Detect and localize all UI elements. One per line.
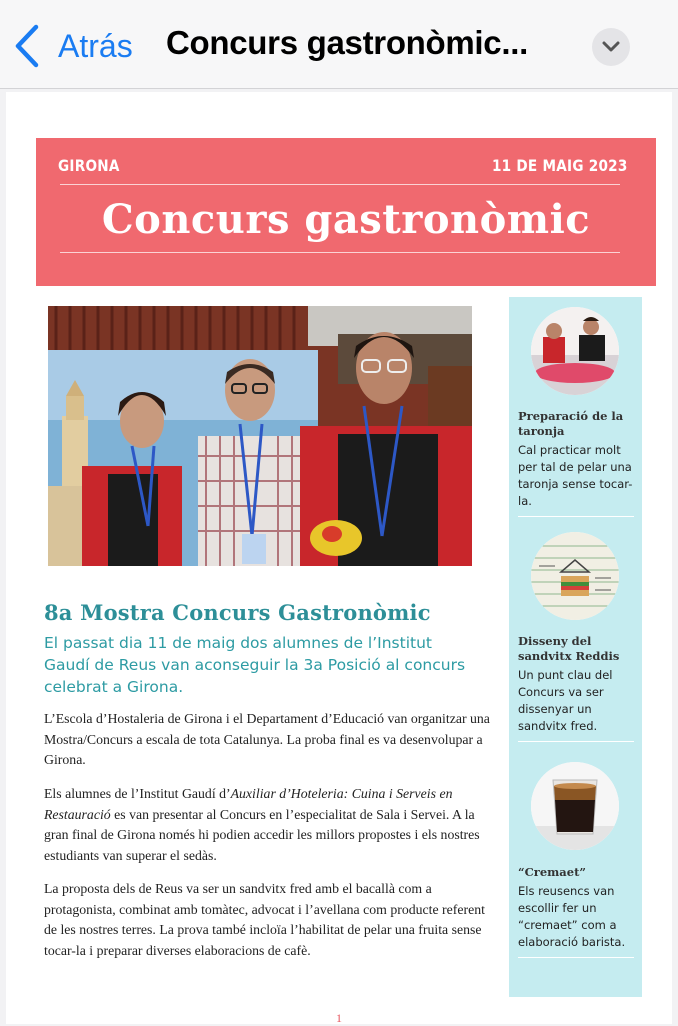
back-button[interactable] [14,20,133,72]
course-name: Auxiliar d’Hoteleria: Cuina i Serveis en Restauració [44,786,453,822]
sidebar-item-text: Un punt clau del Concurs va ser dissenyar un sandvitx fred. [518,668,613,733]
sidebar-item-text: Cal practicar molt per tal de pelar una taronja sense tocar-la. [518,443,633,508]
article-paragraph [44,784,496,866]
document-page[interactable] [6,92,672,1024]
orange-peeling-photo [531,307,619,395]
article-paragraph: L’Escola d’Hostaleria de Girona i el Departament d’Educació van organitzar una Mostra/Concurs a escala de tota Catalunya. La proba final es va desenvolupar a Girona. [44,711,490,767]
banner-city: GIRONA [58,156,120,175]
banner-headline: Concurs gastronòmic [101,196,591,243]
article-photo [48,306,472,566]
banner-divider [60,252,620,253]
header-banner [36,138,656,286]
navigation-bar [0,0,678,89]
paragraph-text: es van presentar al Concurs en l’especialitat de Sala i Servei. A la gran final de Girona només hi podien accedir les millors propostes i els nostres estudiants van superar el sedàs. [44,806,480,863]
banner-date: 11 DE MAIG 2023 [492,156,628,175]
article-lead: El passat dia 11 de maig dos alumnes de l’Institut Gaudí de Reus van aconseguir la 3a Posició al concurs celebrat a Girona. [44,634,466,696]
chevron-down-icon [602,41,620,53]
sidebar [509,297,642,997]
banner-divider [60,184,620,185]
article-paragraph: La proposta dels de Reus va ser un sandvitx fred amb el bacallà com a protagonista, combinat amb tomàtec, advocat i l’avellana com producte referent de les nostres terres. La prova també incloïa l’habilitat de pelar una fruita sense tocar-la i preparar diverses elaboracions de cafè. [44,881,485,958]
sandwich-design-photo [531,532,619,620]
document-title: Concurs gastronòmic... [166,24,528,61]
sidebar-divider [518,516,634,517]
back-label: Atrás [58,27,133,64]
article-title: 8a Mostra Concurs Gastronòmic [44,600,431,625]
sidebar-item-title: “Cremaet” [518,865,587,879]
sidebar-divider [518,957,634,958]
sidebar-divider [518,741,634,742]
title-menu-button[interactable] [592,28,630,66]
sidebar-item-text: Els reusencs van escollir fer un “cremaet” com a elaboració barista. [518,884,626,949]
sidebar-item-title: Preparació de la taronja [518,409,624,438]
cremaet-coffee-photo [531,762,619,850]
page-number: 1 [336,1011,342,1025]
chevron-left-icon [14,24,40,68]
sidebar-item-title: Disseny del sandvitx Reddis [518,634,620,663]
paragraph-text: Els alumnes de l’Institut Gaudí d’ [44,786,231,801]
